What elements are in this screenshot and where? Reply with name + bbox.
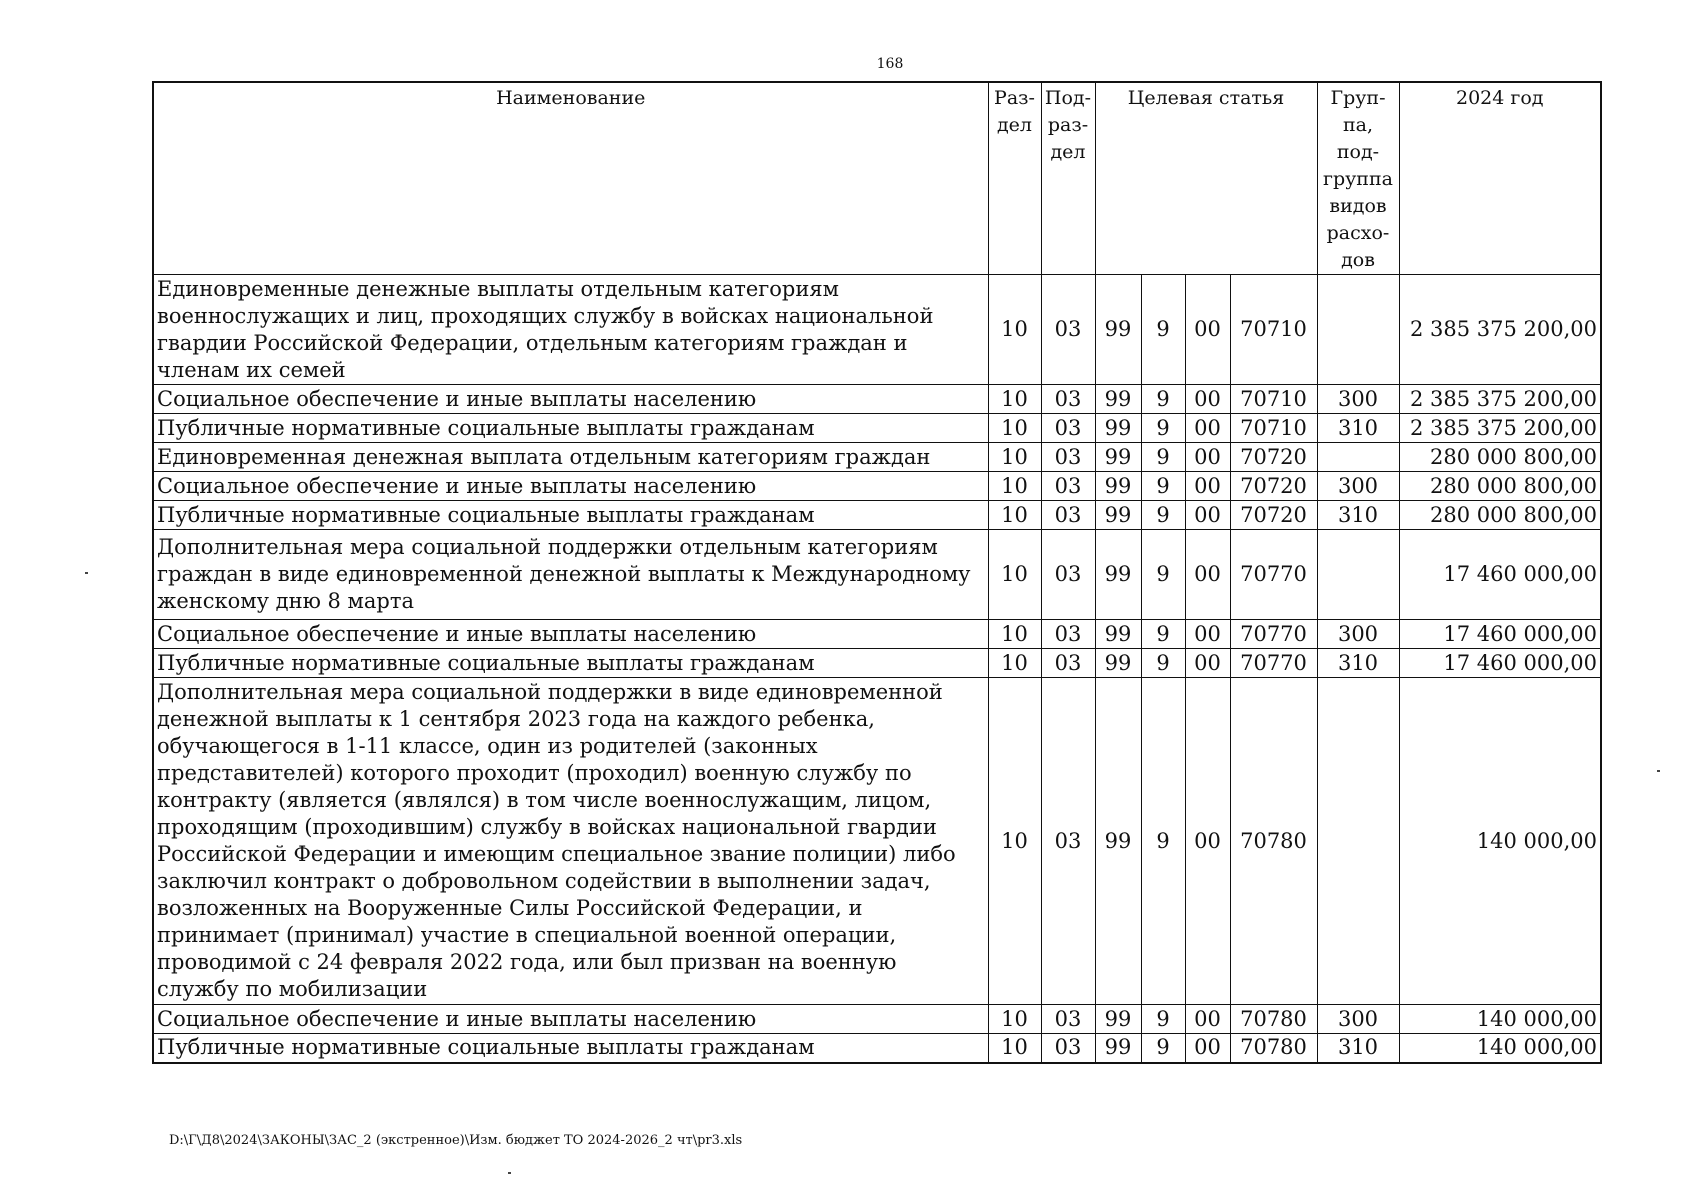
table-cell-target-program: 99 (1095, 1005, 1141, 1034)
table-cell-target-program: 99 (1095, 414, 1141, 443)
table-cell-target-subprogram: 9 (1141, 472, 1185, 501)
table-cell-name: Социальное обеспечение и иные выплаты населению (153, 385, 988, 414)
table-cell-section: 10 (988, 649, 1041, 678)
table-row (153, 443, 1601, 472)
header-subsection: Под- раз- дел (1041, 82, 1095, 275)
table-cell-expense-group: 310 (1317, 501, 1399, 530)
table-cell-name: Социальное обеспечение и иные выплаты населению (153, 472, 988, 501)
table-row (153, 275, 1601, 385)
table-cell-target-subprogram: 9 (1141, 620, 1185, 649)
table-cell-name: Социальное обеспечение и иные выплаты населению (153, 1005, 988, 1034)
table-cell-target-subprogram: 9 (1141, 1034, 1185, 1063)
budget-table (152, 81, 1602, 1064)
table-header-row (153, 82, 1601, 275)
table-cell-section: 10 (988, 385, 1041, 414)
table-cell-target-program: 99 (1095, 530, 1141, 620)
table-cell-target-program: 99 (1095, 1034, 1141, 1063)
table-cell-target-code: 70720 (1230, 443, 1317, 472)
table-cell-expense-group: 310 (1317, 414, 1399, 443)
table-cell-amount: 2 385 375 200,00 (1399, 275, 1601, 385)
table-cell-target-subprogram: 9 (1141, 649, 1185, 678)
header-expense-group: Груп- па, под- группа видов расхо- дов (1317, 82, 1399, 275)
table-cell-subsection: 03 (1041, 443, 1095, 472)
table-cell-target-code: 70770 (1230, 620, 1317, 649)
table-cell-section: 10 (988, 472, 1041, 501)
table-cell-target-program: 99 (1095, 472, 1141, 501)
table-cell-target-direction: 00 (1185, 530, 1230, 620)
table-cell-target-code: 70710 (1230, 414, 1317, 443)
table-row (153, 385, 1601, 414)
table-cell-subsection: 03 (1041, 1005, 1095, 1034)
table-cell-name: Публичные нормативные социальные выплаты гражданам (153, 501, 988, 530)
header-target-article: Целевая статья (1095, 82, 1317, 275)
table-cell-target-direction: 00 (1185, 1005, 1230, 1034)
table-cell-target-direction: 00 (1185, 443, 1230, 472)
table-cell-section: 10 (988, 620, 1041, 649)
table-cell-name: Публичные нормативные социальные выплаты гражданам (153, 414, 988, 443)
table-cell-amount: 140 000,00 (1399, 1034, 1601, 1063)
table-cell-subsection: 03 (1041, 414, 1095, 443)
table-cell-expense-group: 310 (1317, 649, 1399, 678)
table-cell-target-code: 70720 (1230, 501, 1317, 530)
table-cell-section: 10 (988, 501, 1041, 530)
table-cell-name: Единовременные денежные выплаты отдельным категориям военнослужащих и лиц, проходящих службу в войсках национальной гвардии Российской Федерации, отдельным категориям граждан и членам их семей (153, 275, 988, 385)
table-cell-target-program: 99 (1095, 385, 1141, 414)
table-cell-target-program: 99 (1095, 649, 1141, 678)
table-cell-target-program: 99 (1095, 678, 1141, 1005)
table-row (153, 1005, 1601, 1034)
table-cell-amount: 17 460 000,00 (1399, 620, 1601, 649)
table-cell-amount: 17 460 000,00 (1399, 530, 1601, 620)
table-cell-name: Публичные нормативные социальные выплаты гражданам (153, 649, 988, 678)
table-cell-amount: 17 460 000,00 (1399, 649, 1601, 678)
table-cell-section: 10 (988, 275, 1041, 385)
header-section: Раз- дел (988, 82, 1041, 275)
scan-speck (1657, 770, 1660, 772)
header-name: Наименование (153, 82, 988, 275)
table-row (153, 414, 1601, 443)
table-cell-target-code: 70780 (1230, 1005, 1317, 1034)
table-cell-target-direction: 00 (1185, 501, 1230, 530)
table-cell-target-direction: 00 (1185, 620, 1230, 649)
table-cell-section: 10 (988, 530, 1041, 620)
table-cell-target-direction: 00 (1185, 275, 1230, 385)
table-cell-target-program: 99 (1095, 620, 1141, 649)
table-cell-name: Дополнительная мера социальной поддержки отдельным категориям граждан в виде единовременной денежной выплаты к Международному женскому дню 8 марта (153, 530, 988, 620)
scan-speck (85, 572, 88, 574)
table-cell-target-direction: 00 (1185, 678, 1230, 1005)
table-cell-target-direction: 00 (1185, 414, 1230, 443)
table-cell-target-subprogram: 9 (1141, 1005, 1185, 1034)
table-cell-subsection: 03 (1041, 385, 1095, 414)
table-cell-target-direction: 00 (1185, 1034, 1230, 1063)
table-cell-section: 10 (988, 1005, 1041, 1034)
table-cell-expense-group: 300 (1317, 1005, 1399, 1034)
table-cell-target-code: 70770 (1230, 649, 1317, 678)
table-cell-target-subprogram: 9 (1141, 530, 1185, 620)
table-cell-amount: 280 000 800,00 (1399, 443, 1601, 472)
table-cell-expense-group: 310 (1317, 1034, 1399, 1063)
table-cell-target-subprogram: 9 (1141, 678, 1185, 1005)
table-cell-amount: 2 385 375 200,00 (1399, 414, 1601, 443)
table-cell-section: 10 (988, 1034, 1041, 1063)
table-body (153, 275, 1601, 1063)
table-cell-section: 10 (988, 414, 1041, 443)
table-row (153, 1034, 1601, 1063)
table-cell-subsection: 03 (1041, 649, 1095, 678)
table-row (153, 501, 1601, 530)
table-cell-name: Дополнительная мера социальной поддержки в виде единовременной денежной выплаты к 1 сентября 2023 года на каждого ребенка, обучающегося в 1-11 классе, один из родителей (законных представителей) которого проходит (проходил) военную службу по контракту (является (являлся) в том числе военнослужащим, лицом, проходящим (проходившим) службу в войсках национальной гвардии Российской Федерации и имеющим специальное звание полиции) либо заключил контракт о добровольном содействии в выполнении задач, возложенных на Вооруженные Силы Российской Федерации, и принимает (принимал) участие в специальной военной операции, проводимой с 24 февраля 2022 года, или был призван на военную службу по мобилизации (153, 678, 988, 1005)
table-cell-amount: 280 000 800,00 (1399, 472, 1601, 501)
table-cell-target-code: 70710 (1230, 275, 1317, 385)
table-row (153, 649, 1601, 678)
table-row (153, 472, 1601, 501)
table-cell-expense-group (1317, 443, 1399, 472)
table-cell-expense-group (1317, 530, 1399, 620)
scan-speck (508, 1172, 511, 1174)
table-row (153, 620, 1601, 649)
table-cell-target-program: 99 (1095, 275, 1141, 385)
table-cell-target-direction: 00 (1185, 649, 1230, 678)
table-cell-subsection: 03 (1041, 275, 1095, 385)
table-row (153, 530, 1601, 620)
header-year: 2024 год (1399, 82, 1601, 275)
table-cell-amount: 140 000,00 (1399, 678, 1601, 1005)
table-cell-target-subprogram: 9 (1141, 443, 1185, 472)
page-number: 168 (876, 56, 904, 72)
table-cell-amount: 280 000 800,00 (1399, 501, 1601, 530)
table-cell-target-code: 70770 (1230, 530, 1317, 620)
table-cell-target-code: 70710 (1230, 385, 1317, 414)
table-cell-target-program: 99 (1095, 443, 1141, 472)
table-cell-expense-group: 300 (1317, 385, 1399, 414)
footer-file-path: D:\Г\Д8\2024\ЗАКОНЫ\ЗАС_2 (экстренное)\Изм. бюджет ТО 2024-2026_2 чт\pr3.xls (169, 1133, 743, 1148)
table-cell-expense-group (1317, 678, 1399, 1005)
table-cell-subsection: 03 (1041, 678, 1095, 1005)
table-cell-target-subprogram: 9 (1141, 414, 1185, 443)
table-cell-subsection: 03 (1041, 620, 1095, 649)
table-cell-target-direction: 00 (1185, 472, 1230, 501)
table-cell-name: Единовременная денежная выплата отдельным категориям граждан (153, 443, 988, 472)
table-cell-expense-group: 300 (1317, 620, 1399, 649)
table-cell-target-code: 70780 (1230, 1034, 1317, 1063)
table-cell-subsection: 03 (1041, 501, 1095, 530)
table-cell-subsection: 03 (1041, 472, 1095, 501)
table-cell-subsection: 03 (1041, 530, 1095, 620)
table-cell-expense-group: 300 (1317, 472, 1399, 501)
table-cell-amount: 2 385 375 200,00 (1399, 385, 1601, 414)
table-cell-target-subprogram: 9 (1141, 501, 1185, 530)
table-cell-section: 10 (988, 678, 1041, 1005)
table-cell-target-direction: 00 (1185, 385, 1230, 414)
table-cell-subsection: 03 (1041, 1034, 1095, 1063)
table-cell-amount: 140 000,00 (1399, 1005, 1601, 1034)
table-cell-expense-group (1317, 275, 1399, 385)
table-cell-target-subprogram: 9 (1141, 275, 1185, 385)
table-cell-name: Публичные нормативные социальные выплаты гражданам (153, 1034, 988, 1063)
table-cell-target-program: 99 (1095, 501, 1141, 530)
table-cell-target-subprogram: 9 (1141, 385, 1185, 414)
table-row (153, 678, 1601, 1005)
table-cell-name: Социальное обеспечение и иные выплаты населению (153, 620, 988, 649)
table-cell-section: 10 (988, 443, 1041, 472)
table-cell-target-code: 70780 (1230, 678, 1317, 1005)
table-cell-target-code: 70720 (1230, 472, 1317, 501)
